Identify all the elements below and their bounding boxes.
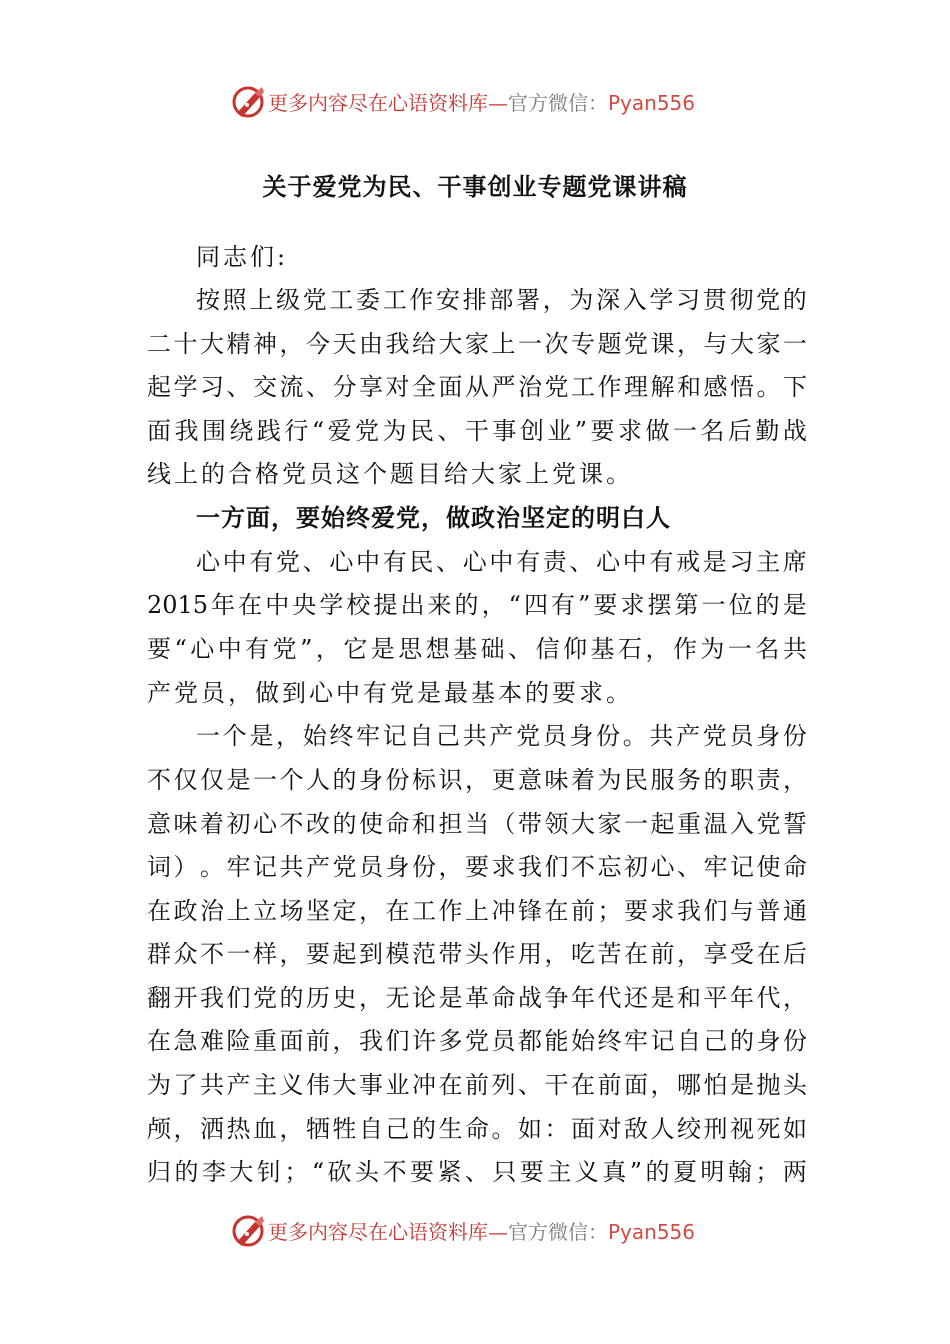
paragraph-line: 一 个 是 ， 始 终 牢 记 自 己 共 产 党 员 身 份 。 共 产 党 员 身 份: [196, 722, 807, 750]
paragraph-line: 面 我 围 绕 践 行 “ 爱 党 为 民 、 干 事 创 业 ” 要 求 做 一 名 后 勤 战: [147, 417, 807, 445]
paragraph-line: 翻 开 我 们 党 的 历 史 ， 无 论 是 革 命 战 争 年 代 还 是 和 平 年 代 ，: [147, 984, 807, 1012]
paragraph-line: 在 急 难 险 重 面 前 ， 我 们 许 多 党 员 都 能 始 终 牢 记 自 己 的 身 份: [147, 1027, 807, 1055]
paragraph-line: 颅 ， 洒 热 血 ， 牺 牲 自 己 的 生 命 。 如 ： 面 对 敌 人 绞 刑 视 死 如: [147, 1115, 807, 1143]
pen-nib-logo-icon: [229, 1212, 267, 1250]
watermark-banner-top: [0, 81, 950, 125]
section-heading: 一方面，要始终爱党，做政治坚定的明白人: [196, 504, 671, 532]
pen-nib-logo-icon: [229, 83, 267, 121]
paragraph-line: 在 政 治 上 立 场 坚 定 ， 在 工 作 上 冲 锋 在 前 ； 要 求 我 们 与 普 通: [147, 897, 807, 925]
document-title: 关于爱党为民、干事创业专题党课讲稿: [262, 173, 688, 201]
paragraph-line: 起 学 习 、 交 流 、 分 享 对 全 面 从 严 治 党 工 作 理 解 和 感 悟 。 下: [147, 373, 807, 401]
paragraph-line: 按 照 上 级 党 工 委 工 作 安 排 部 署 ， 为 深 入 学 习 贯 彻 党 的: [196, 286, 807, 314]
paragraph-line: 不 仅 仅 是 一 个 人 的 身 份 标 识 ， 更 意 味 着 为 民 服 务 的 职 责 ，: [147, 766, 807, 794]
watermark-banner-bottom: [0, 1210, 950, 1254]
paragraph-line: 归 的 李 大 钊 ； “ 砍 头 不 要 紧 、 只 要 主 义 真 ” 的 夏 明 翰 ； 两: [147, 1158, 807, 1186]
watermark-text: 更多内容尽在心语资料库—官方微信：Pyan556: [268, 1220, 696, 1244]
paragraph-line: 2015 年 在 中 央 学 校 提 出 来 的 ， “ 四 有 ” 要 求 摆 第 一 位 的 是: [147, 591, 807, 619]
paragraph-line: 要 “ 心 中 有 党 ” ， 它 是 思 想 基 础 、 信 仰 基 石 ， 作 为 一 名 共: [147, 635, 807, 663]
paragraph-line: 同志们:: [196, 243, 289, 271]
paragraph-line: 线上的合格党员这个题目给大家上党课。: [147, 460, 633, 488]
paragraph-line: 意 味 着 初 心 不 改 的 使 命 和 担 当 （ 带 领 大 家 一 起 重 温 入 党 誓: [147, 810, 807, 838]
paragraph-line: 为 了 共 产 主 义 伟 大 事 业 冲 在 前 列 、 干 在 前 面 ， 哪 怕 是 抛 头: [147, 1071, 807, 1099]
paragraph-line: 产党员，做到心中有党是最基本的要求。: [147, 679, 633, 707]
paragraph-line: 二 十 大 精 神 ， 今 天 由 我 给 大 家 上 一 次 专 题 党 课 ， 与 大 家 一: [147, 330, 807, 358]
watermark-text: 更多内容尽在心语资料库—官方微信：Pyan556: [268, 91, 696, 115]
paragraph-line: 词 ） 。 牢 记 共 产 党 员 身 份 ， 要 求 我 们 不 忘 初 心 、 牢 记 使 命: [147, 853, 807, 881]
paragraph-line: 心 中 有 党 、 心 中 有 民 、 心 中 有 责 、 心 中 有 戒 是 习 主 席: [196, 548, 807, 576]
paragraph-line: 群 众 不 一 样 ， 要 起 到 模 范 带 头 作 用 ， 吃 苦 在 前 ， 享 受 在 后: [147, 940, 807, 968]
